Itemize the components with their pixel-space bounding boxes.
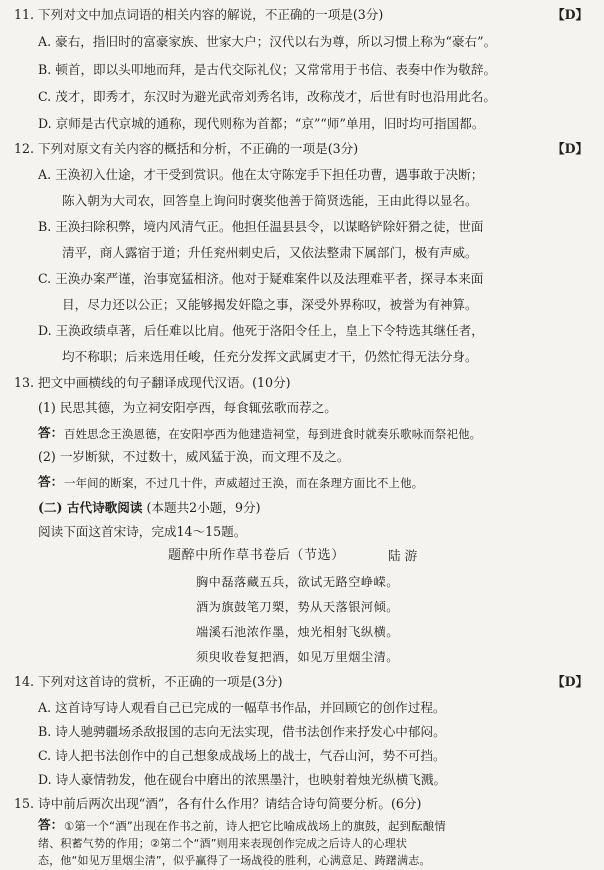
q12-option-c-line1: C. 王涣办案严谨，治事宽猛相济。他对于疑难案件以及法理难平者，探寻本来面: [38, 271, 484, 286]
q11-option-a: A. 豪右，指旧时的富豪家族、世家大户；汉代以右为尊，所以习惯上称为“豪右”。: [38, 34, 497, 49]
section-header-note: (本题共2小题，9分): [146, 500, 261, 515]
q14-stem: 14. 下列对这首诗的赏析，不正确的一项是(3分): [14, 674, 283, 689]
q13-answer-1-label: 答：: [38, 425, 64, 440]
q11-option-b: B. 顿首，即以头叩地而拜，是古代交际礼仪；又常常用于书信、表奏中作为敬辞。: [38, 62, 497, 77]
q13-sentence-1: (1) 民思其德，为立祠安阳亭西，每食辄弦歌而荐之。: [38, 400, 337, 415]
q12-option-a-line1: A. 王涣初入仕途，才干受到赏识。他在太守陈宠手下担任功曹，遇事敢于决断；: [38, 167, 484, 182]
q12-option-c-line2: 目，尽力还以公正；又能够揭发奸隐之事，深受外界称叹，被誉为有神算。: [62, 297, 478, 312]
q12-option-d-line1: D. 王涣政绩卓著，后任难以比肩。他死于洛阳令任上，皇上下令特选其继任者，: [38, 323, 484, 338]
q14-answer: 【D】: [552, 674, 589, 689]
q12-option-d-line2: 均不称职；后来选用任峻，任充分发挥文武属吏才干，仍然忙得无法分身。: [62, 349, 478, 364]
poem-line-3: 端溪石池浓作墨，烛光相射飞纵横。: [196, 625, 399, 639]
section-intro: 阅读下面这首宋诗，完成14～15题。: [38, 524, 247, 539]
poem-line-4: 须臾收卷复把酒，如见万里烟尘清。: [196, 650, 399, 664]
q15-answer-line-1: ①第一个“酒”出现在作书之前，诗人把它比喻成战场上的旗鼓，起到酝酿情: [64, 819, 446, 833]
poem-line-1: 胸中磊落藏五兵，欲试无路空峥嵘。: [196, 575, 399, 589]
q12-option-a-line2: 陈入朝为大司农，回答皇上询问时褒奖他善于简贤选能，王由此得以显名。: [62, 193, 478, 208]
q11-option-d: D. 京师是古代京城的通称，现代则称为首都；“京”“师”单用，旧时均可指国都。: [38, 116, 485, 131]
q15-answer-line-2: 绪、积蓄气势的作用；②第二个“酒”则用来表现创作完成之后诗人的心理状: [38, 837, 408, 850]
poem-author: 陆 游: [388, 548, 418, 563]
q11-answer: 【D】: [552, 7, 589, 22]
q11-option-c: C. 茂才，即秀才，东汉时为避光武帝刘秀名讳，改称茂才，后世有时也沿用此名。: [38, 89, 496, 104]
q14-option-b: B. 诗人驰骋疆场杀敌报国的志向无法实现，借书法创作来抒发心中郁闷。: [38, 724, 446, 739]
q14-option-c: C. 诗人把书法创作中的自己想象成战场上的战士，气吞山河，势不可挡。: [38, 748, 446, 763]
section-header-title: (二) 古代诗歌阅读: [38, 500, 143, 515]
q13-stem: 13. 把文中画横线的句子翻译成现代汉语。(10分): [14, 375, 291, 390]
q12-option-b-line1: B. 王涣扫除积弊，境内风清气正。他担任温县县令，以谋略铲除奸猾之徒，世面: [38, 219, 484, 234]
poem-line-2: 酒为旗鼓笔刀槊，势从天落银河倾。: [196, 600, 399, 614]
q12-answer: 【D】: [552, 141, 589, 156]
q13-sentence-2: (2) 一岁断狱，不过数十，威风猛于涣，而文理不及之。: [38, 449, 350, 464]
poem-title: 题醉中所作草书卷后（节选）: [168, 548, 345, 563]
q15-answer-line-3: 态，他“如见万里烟尘清”，似乎赢得了一场战役的胜利，心满意足、踌躇满志。: [38, 854, 431, 867]
q15-answer-label: 答：: [38, 817, 64, 832]
q13-answer-2-label: 答：: [38, 474, 64, 489]
section-header: [38, 499, 261, 517]
q12-stem: 12. 下列对原文有关内容的概括和分析，不正确的一项是(3分): [14, 141, 359, 156]
q13-answer-2: 一年间的断案，不过几十件，声威超过王涣，而在条理方面比不上他。: [64, 476, 424, 490]
q15-stem: 15. 诗中前后两次出现“酒”，各有什么作用？请结合诗句简要分析。(6分): [14, 796, 422, 811]
q13-answer-1: 百姓思念王涣恩德，在安阳亭西为他建造祠堂，每到进食时就奏乐歌咏而祭祀他。: [64, 427, 482, 441]
q11-stem: 11. 下列对文中加点词语的相关内容的解说，不正确的一项是(3分): [14, 7, 384, 22]
q12-option-b-line2: 清平，商人露宿于道；升任兖州刺史后，又依法整肃下属部门，极有声威。: [62, 245, 478, 260]
q14-option-d: D. 诗人豪情勃发，他在砚台中磨出的浓黑墨汁，也映射着烛光纵横飞溅。: [38, 772, 447, 787]
q14-option-a: A. 这首诗写诗人观看自己已完成的一幅草书作品，并回顾它的创作过程。: [38, 700, 446, 715]
